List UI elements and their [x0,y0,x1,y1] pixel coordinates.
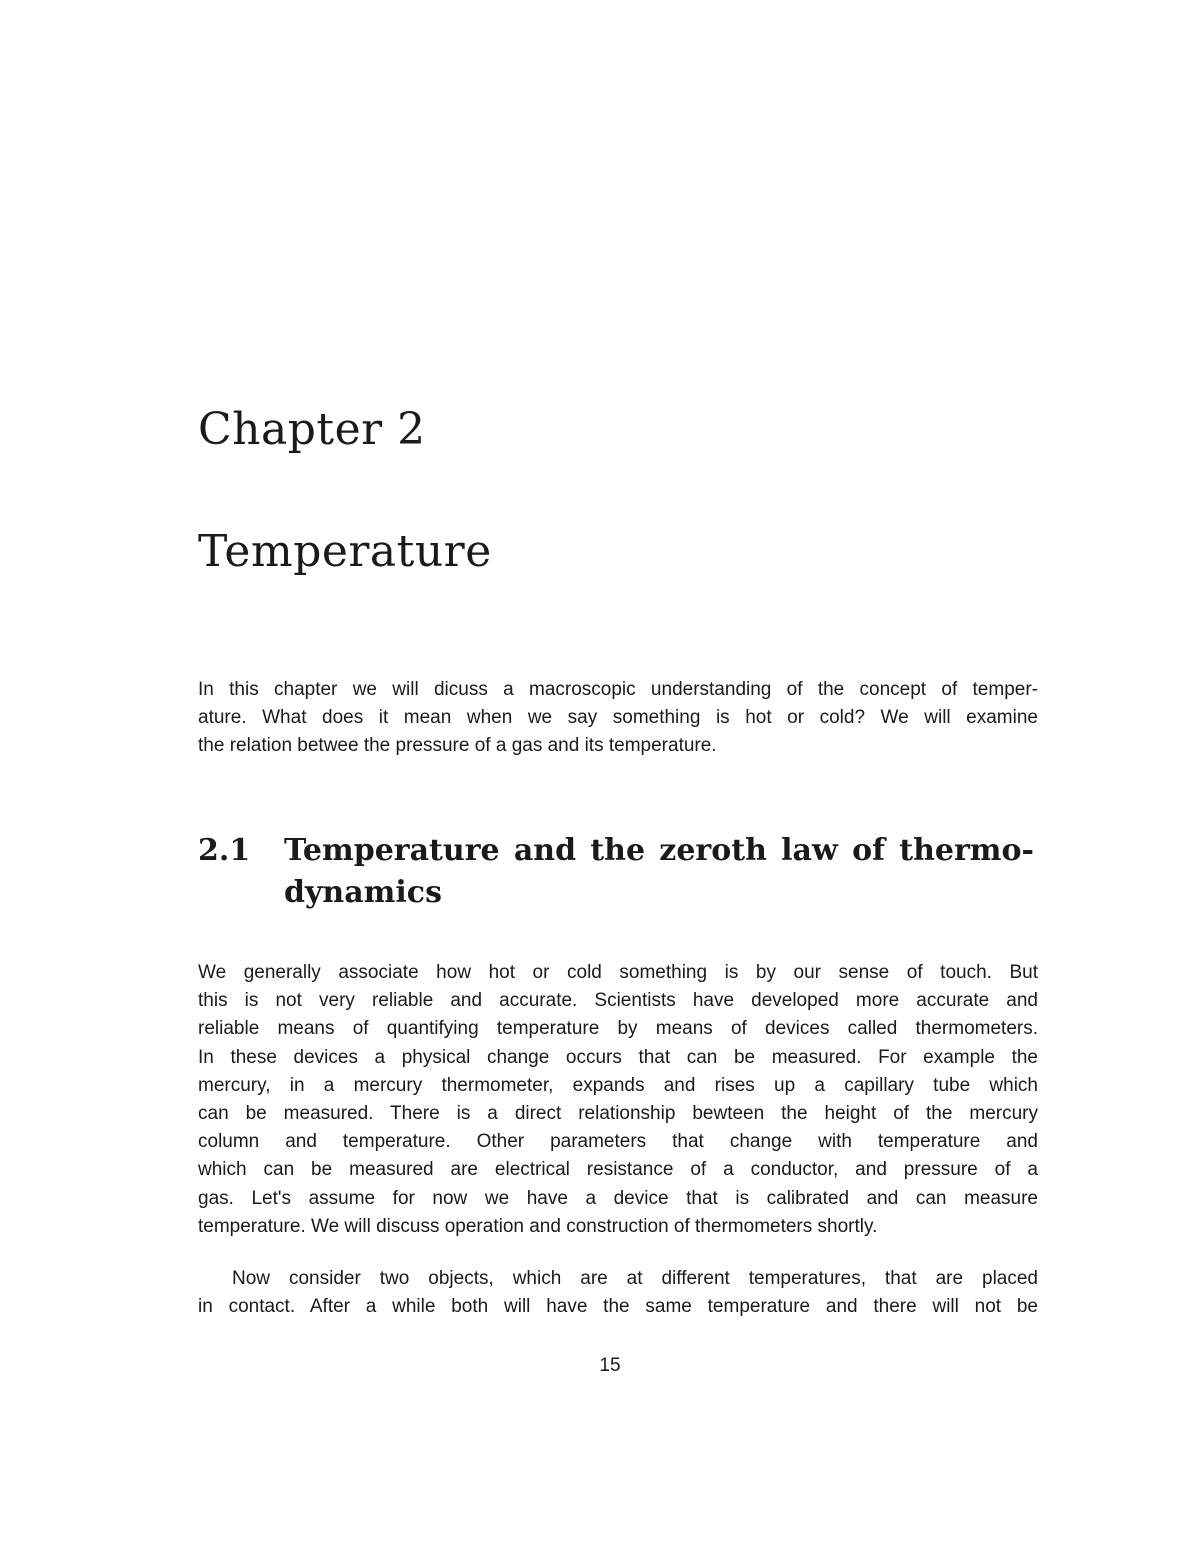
paragraph-line: which can be measured are electrical resistance of a conductor, and pressure of a [198,1159,1038,1181]
page-number: 15 [599,1355,621,1376]
chapter-title: Temperature [198,526,492,577]
intro-line: ature. What does it mean when we say something is hot or cold? We will examine [198,707,1038,729]
body-paragraph-1 [198,959,1038,1241]
intro-line: In this chapter we will dicuss a macroscopic understanding of the concept of temper- [198,679,1038,700]
chapter-label: Chapter 2 [198,404,426,455]
paragraph-line: mercury, in a mercury thermometer, expands and rises up a capillary tube which [198,1074,1038,1096]
body-paragraph-2 [198,1265,1038,1321]
intro-line: the relation betwee the pressure of a gas and its temperature. [198,735,717,757]
paragraph-line: In these devices a physical change occurs that can be measured. For example the [198,1046,1038,1068]
paragraph-line: Now consider two objects, which are at different temperatures, that are placed [232,1268,1038,1289]
section-title-line: Temperature and the zeroth law of thermo- [284,833,1034,868]
paragraph-line: reliable means of quantifying temperature by means of devices called thermometers. [198,1018,1038,1040]
paragraph-line: this is not very reliable and accurate. Scientists have developed more accurate and [198,990,1038,1012]
paragraph-line: We generally associate how hot or cold something is by our sense of touch. But [198,962,1038,983]
section-number: 2.1 [198,833,251,868]
section-title [284,830,1034,914]
paragraph-line: column and temperature. Other parameters that change with temperature and [198,1131,1038,1153]
paragraph-line: temperature. We will discuss operation and construction of thermometers shortly. [198,1215,878,1237]
intro-paragraph [198,676,1038,761]
paragraph-line: gas. Let's assume for now we have a device that is calibrated and can measure [198,1187,1038,1209]
paragraph-line: in contact. After a while both will have the same temperature and there will not be [198,1296,1038,1318]
paragraph-line: can be measured. There is a direct relationship bewteen the height of the mercury [198,1103,1038,1125]
section-title-line: dynamics [284,875,442,910]
